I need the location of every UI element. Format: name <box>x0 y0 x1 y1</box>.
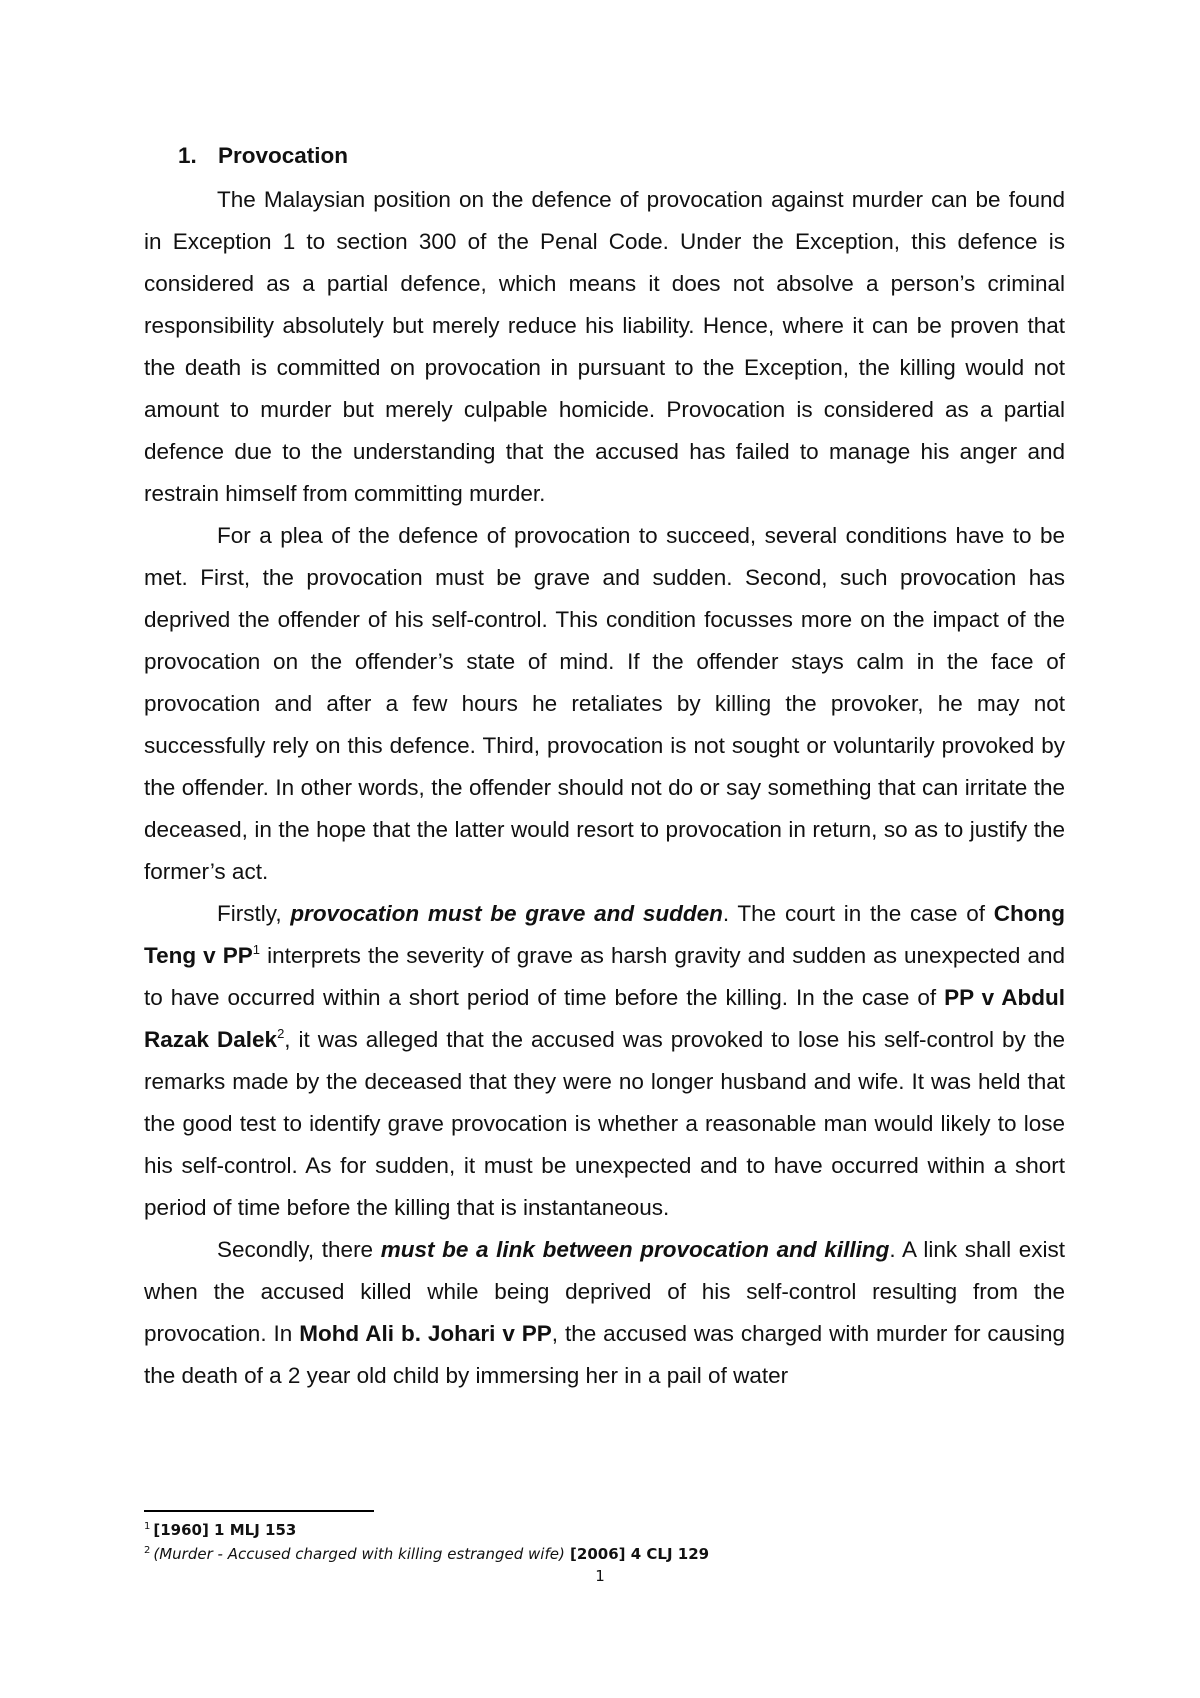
section-heading <box>178 143 348 169</box>
case-name-chong-teng: Chong Teng v PP <box>144 901 1065 968</box>
paragraph-4 <box>144 1229 1065 1397</box>
footnote-separator <box>144 1510 374 1512</box>
footnote-citation: [1960] 1 MLJ 153 <box>153 1521 297 1539</box>
text-run: interprets the severity of grave as harsh gravity and sudden as unexpected and to have occurred within a short period of time before the killing. In the case of <box>144 943 1065 1010</box>
case-name-mohd-ali: Mohd Ali b. Johari v PP <box>299 1321 552 1346</box>
body-text <box>144 179 1065 1397</box>
text-run: . A link shall exist when the accused killed while being deprived of his self-control resulting from the provocation. In <box>144 1237 1065 1346</box>
text-run: , the accused was charged with murder for causing the death of a 2 year old child by immersing her in a pail of water <box>144 1321 1065 1388</box>
paragraph-3 <box>144 893 1065 1229</box>
page-number: 1 <box>595 1567 605 1585</box>
footnote-mark: 1 <box>144 1521 151 1532</box>
emphasis-grave-sudden: provocation must be grave and sudden <box>290 901 723 926</box>
case-name-abdul-razak: PP v Abdul Razak Dalek <box>144 985 1065 1052</box>
text-run: . The court in the case of <box>722 901 994 926</box>
section-title: Provocation <box>218 143 349 168</box>
footnote-citation: [2006] 4 CLJ 129 <box>564 1545 710 1563</box>
footnote-2 <box>144 1542 1044 1566</box>
footnote-mark: 2 <box>144 1545 151 1556</box>
emphasis-link: must be a link between provocation and killing <box>380 1237 890 1262</box>
paragraph-1: The Malaysian position on the defence of provocation against murder can be found in Exception 1 to section 300 of the Penal Code. Under the Exception, this defence is considered as a partial defence, which means it does not absolve a person’s criminal responsibility absolutely but merely reduce his liability. Hence, where it can be proven that the death is committed on provocation in pursuant to the Exception, the killing would not amount to murder but merely culpable homicide. Provocation is considered as a partial defence due to the understanding that the accused has failed to manage his anger and restrain himself from committing murder. <box>144 187 1065 506</box>
text-run: , it was alleged that the accused was provoked to lose his self-control by the remarks made by the deceased that they were no longer husband and wife. It was held that the good test to identify grave provocation is whether a reasonable man would likely to lose his self-control. As for sudden, it must be unexpected and to have occurred within a short period of time before the killing that is instantaneous. <box>144 1027 1065 1220</box>
text-run: Firstly, <box>217 901 291 926</box>
section-number: 1. <box>178 143 197 168</box>
footnote-note: (Murder - Accused charged with killing estranged wife) <box>153 1545 565 1563</box>
text-run: Secondly, there <box>217 1237 381 1262</box>
footnote-1 <box>144 1518 1044 1542</box>
paragraph-2: For a plea of the defence of provocation to succeed, several conditions have to be met. First, the provocation must be grave and sudden. Second, such provocation has deprived the offender of his self-control. This condition focusses more on the impact of the provocation on the offender’s state of mind. If the offender stays calm in the face of provocation and after a few hours he retaliates by killing the provoker, he may not successfully rely on this defence. Third, provocation is not sought or voluntarily provoked by the offender. In other words, the offender should not do or say something that can irritate the deceased, in the hope that the latter would resort to provocation in return, so as to justify the former’s act. <box>144 523 1065 884</box>
footnote-ref-1[interactable]: 1 <box>252 942 260 957</box>
footnote-ref-2[interactable]: 2 <box>277 1026 285 1041</box>
footnotes <box>144 1518 1044 1566</box>
